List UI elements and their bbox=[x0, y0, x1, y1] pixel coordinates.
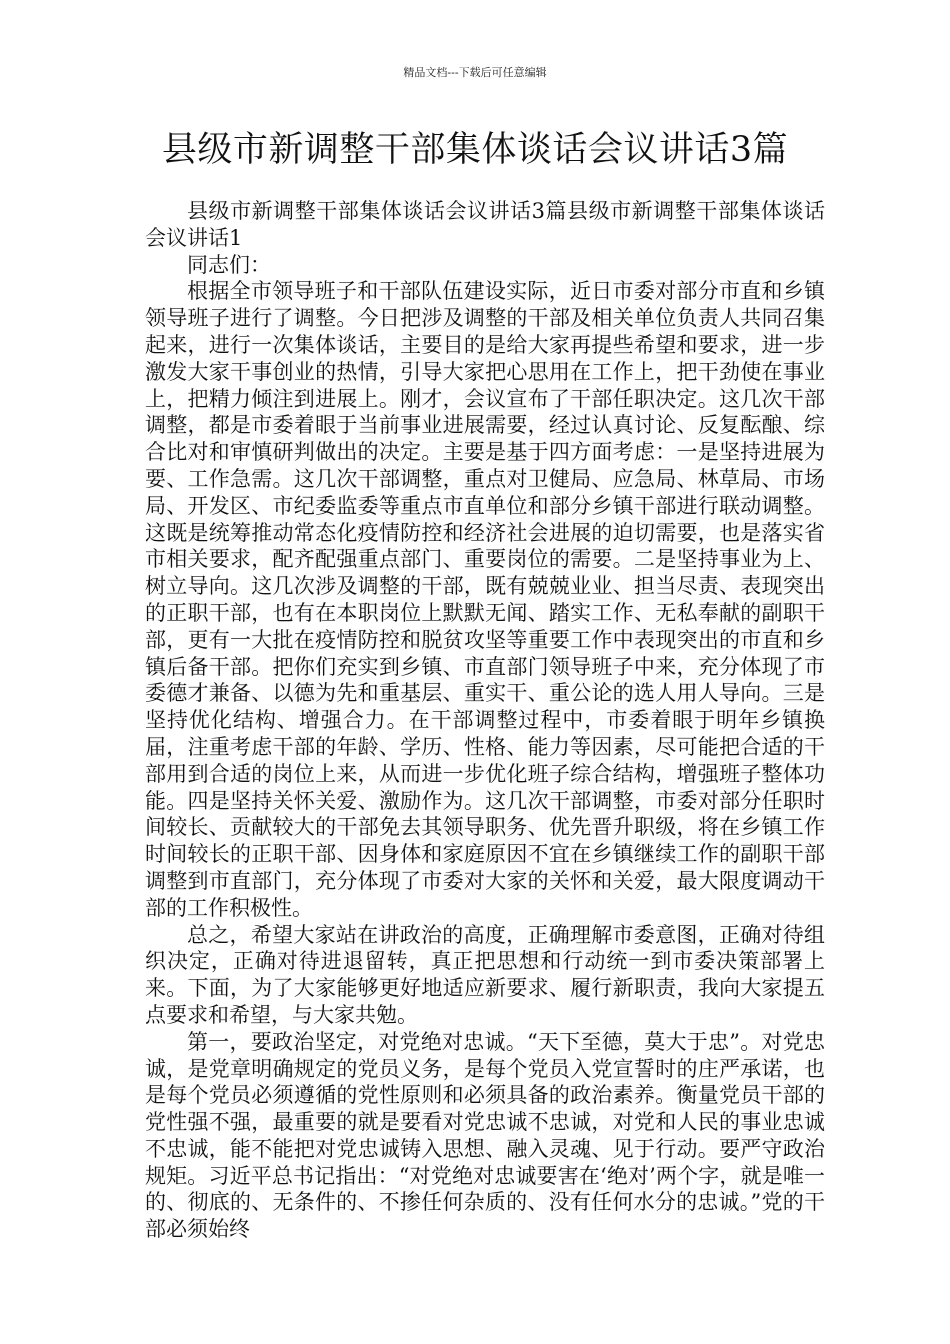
paragraph-background: 根据全市领导班子和干部队伍建设实际，近日市委对部分市直和乡镇领导班子进行了调整。今日把涉及调整的干部及相关单位负责人共同召集起来，进行一次集体谈话，主要目的是给大家再提些希望和要求，进一步激发大家干事创业的热情，引导大家把心思用在工作上，把干劲使在事业上，把精力倾注到进展上。刚才，会议宣布了干部任职决定。这几次干部调整，都是市委着眼于当前事业进展需要，经过认真讨论、反复酝酿、综合比对和审慎研判做出的决定。主要是基于四方面考虑：一是坚持进展为要、工作急需。这几次干部调整，重点对卫健局、应急局、林草局、市场局、开发区、市纪委监委等重点市直单位和部分乡镇干部进行联动调整。这既是统筹推动常态化疫情防控和经济社会进展的迫切需要，也是落实省市相关要求，配齐配强重点部门、重要岗位的需要。二是坚持事业为上、树立导向。这几次涉及调整的干部，既有兢兢业业、担当尽责、表现突出的正职干部，也有在本职岗位上默默无闻、踏实工作、无私奉献的副职干部，更有一大批在疫情防控和脱贫攻坚等重要工作中表现突出的市直和乡镇后备干部。把你们充实到乡镇、市直部门领导班子中来，充分体现了市委德才兼备、以德为先和重基层、重实干、重公论的选人用人导向。三是坚持优化结构、增强合力。在干部调整过程中，市委着眼于明年乡镇换届，注重考虑干部的年龄、学历、性格、能力等因素，尽可能把合适的干部用到合适的岗位上来，从而进一步优化班子综合结构，增强班子整体功能。四是坚持关怀关爱、激励作为。这几次干部调整，市委对部分任职时间较长、贡献较大的干部免去其领导职务、优先晋升职级，将在乡镇工作时间较长的正职干部、因身体和家庭原因不宜在乡镇继续工作的副职干部调整到市直部门，充分体现了市委对大家的关怀和关爱，最大限度调动干部的工作积极性。 bbox=[145, 279, 825, 920]
paragraph-summary: 总之，希望大家站在讲政治的高度，正确理解市委意图，正确对待组织决定，正确对待进退留转，真正把思想和行动统一到市委决策部署上来。下面，为了大家能够更好地适应新要求、履行新职责，我向大家提五点要求和希望，与大家共勉。 bbox=[145, 922, 825, 1027]
paragraph-first-requirement: 第一，要政治坚定，对党绝对忠诚。“天下至德，莫大于忠”。对党忠诚，是党章明确规定的党员义务，是每个党员入党宣誓时的庄严承诺，也是每个党员必须遵循的党性原则和必须具备的政治素养。衡量党员干部的党性强不强，最重要的就是要看对党忠诚不忠诚，对党和人民的事业忠诚不忠诚，能不能把对党忠诚铸入思想、融入灵魂、见于行动。要严守政治规矩。习近平总书记指出：“对党绝对忠诚要害在‘绝对’两个字，就是唯一的、彻底的、无条件的、不掺任何杂质的、没有任何水分的忠诚。”党的干部必须始终 bbox=[145, 1029, 825, 1242]
document-body bbox=[145, 198, 825, 1243]
document-title: 县级市新调整干部集体谈话会议讲话3篇 bbox=[161, 130, 789, 170]
paragraph-salutation: 同志们： bbox=[187, 252, 271, 277]
paragraph-intro: 县级市新调整干部集体谈话会议讲话3篇县级市新调整干部集体谈话会议讲话1 bbox=[145, 199, 825, 250]
header-note: 精品文档---下载后可任意编辑 bbox=[403, 66, 547, 79]
